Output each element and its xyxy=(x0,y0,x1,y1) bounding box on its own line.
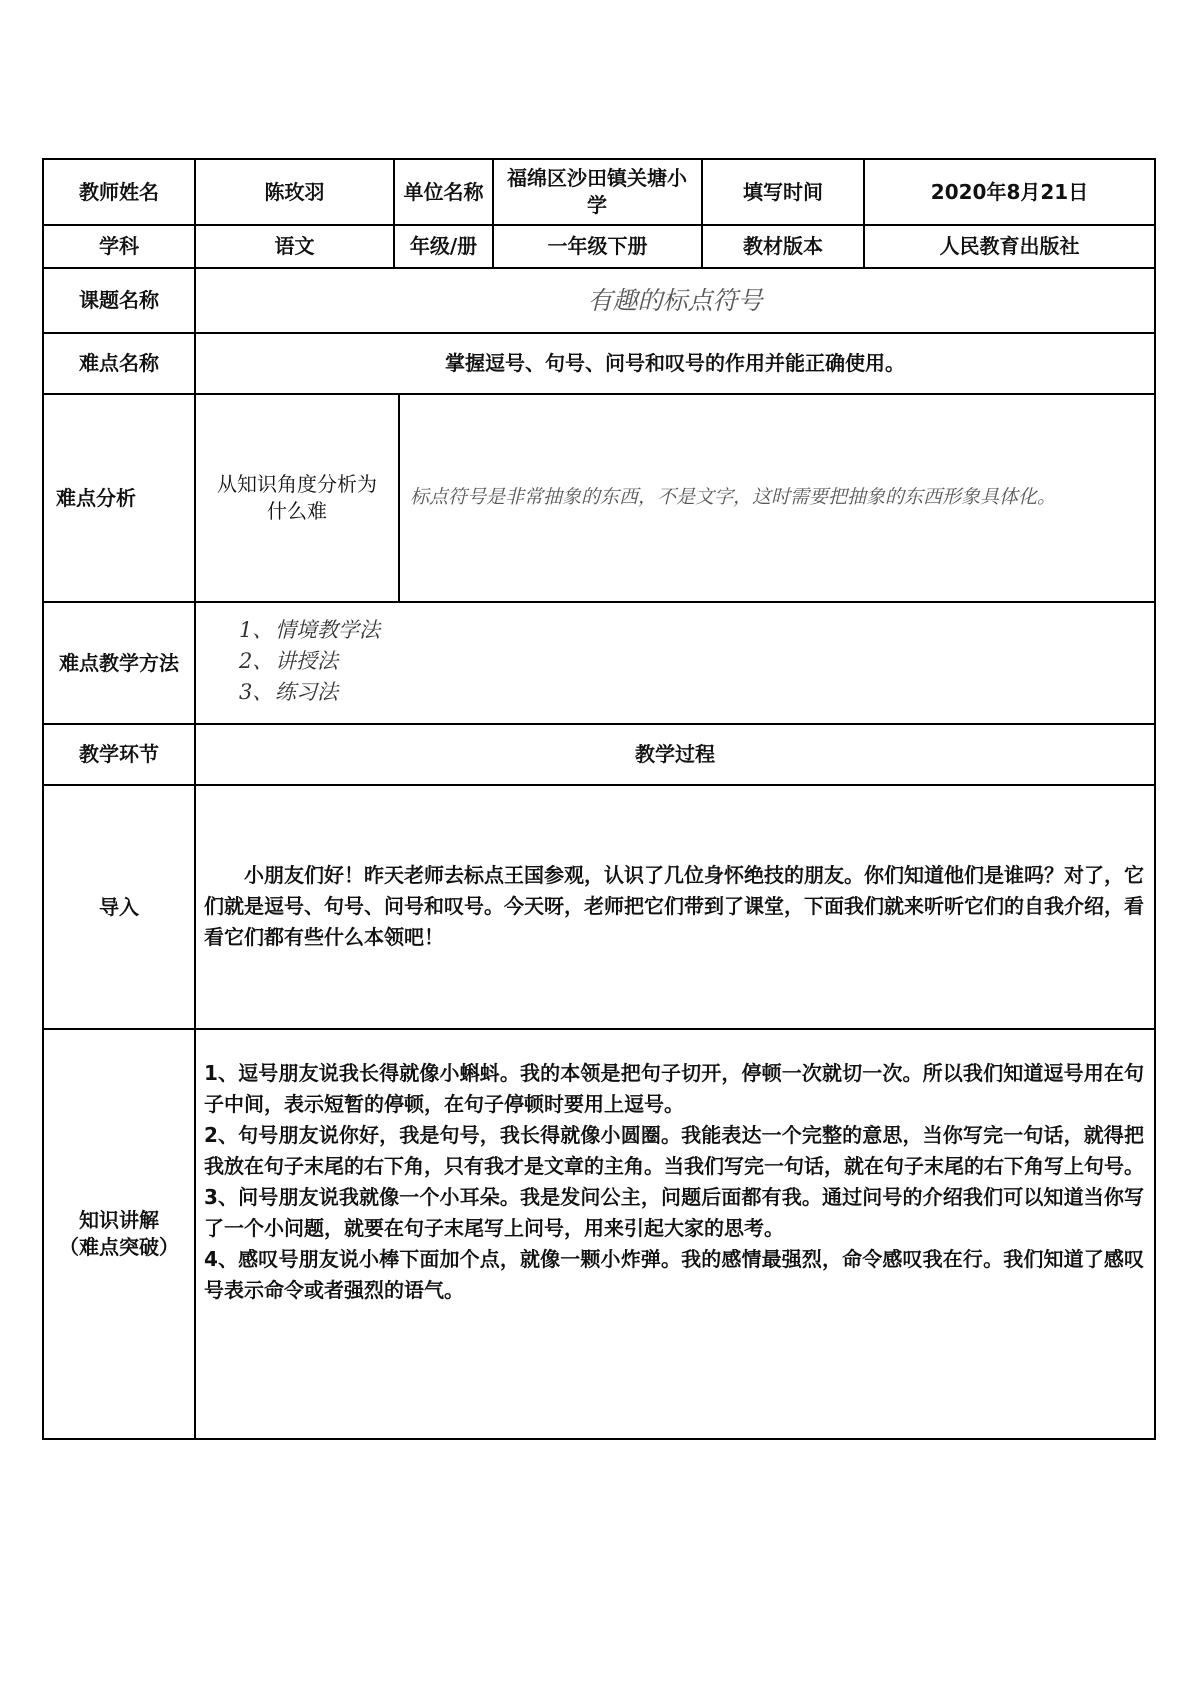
method-item: 2、讲授法 xyxy=(239,649,338,673)
knowledge-label-line2: （难点突破） xyxy=(59,1235,179,1259)
edition-value: 人民教育出版社 xyxy=(939,234,1080,258)
teacher-label: 教师姓名 xyxy=(79,179,159,204)
analysis-value: 标点符号是非常抽象的东西，不是文字，这时需要把抽象的东西形象具体化。 xyxy=(410,486,1057,509)
knowledge-label xyxy=(44,1030,194,1438)
subject-value: 语文 xyxy=(274,234,315,258)
grade-value: 一年级下册 xyxy=(547,234,648,258)
row-divider xyxy=(44,784,1154,786)
methods-list xyxy=(239,615,839,708)
process-header: 教学过程 xyxy=(635,742,715,766)
methods-label: 难点教学方法 xyxy=(59,650,179,675)
teacher-value: 陈玫羽 xyxy=(264,179,325,204)
knowledge-text xyxy=(204,1058,1144,1306)
lesson-plan-table xyxy=(42,158,1156,1440)
knowledge-item: 2、句号朋友说你好，我是句号，我长得就像小圆圈。我能表达一个完整的意思，当你写完一句话，就得把我放在句子末尾的右下角，只有我才是文章的主角。当我们写完一句话，就在句子末尾的右下角写上句号。 xyxy=(204,1123,1144,1178)
unit-value: 福绵区沙田镇关塘小学 xyxy=(507,166,687,217)
topic-label: 课题名称 xyxy=(79,288,159,312)
knowledge-item: 1、逗号朋友说我长得就像小蝌蚪。我的本领是把句子切开，停顿一次就切一次。所以我们知道逗号用在句子中间，表示短暂的停顿，在句子停顿时要用上逗号。 xyxy=(204,1061,1144,1116)
edition-label: 教材版本 xyxy=(743,234,823,258)
knowledge-item: 3、问号朋友说我就像一个小耳朵。我是发问公主，问题后面都有我。通过问号的介绍我们可以知道当你写了一个小问题，就要在句子末尾写上问号，用来引起大家的思考。 xyxy=(204,1185,1144,1240)
difficulty-value: 掌握逗号、句号、问号和叹号的作用并能正确使用。 xyxy=(445,351,905,375)
method-item: 3、练习法 xyxy=(239,680,338,704)
intro-text: 小朋友们好！昨天老师去标点王国参观，认识了几位身怀绝技的朋友。你们知道他们是谁吗？对了，它们就是逗号、句号、问号和叹号。今天呀，老师把它们带到了课堂，下面我们就来听听它们的自我介绍，看看它们都有些什么本领吧！ xyxy=(204,863,1144,949)
date-label: 填写时间 xyxy=(743,179,823,204)
analysis-sub-label: 从知识角度分析为什么难 xyxy=(217,472,377,523)
analysis-label: 难点分析 xyxy=(56,485,136,510)
difficulty-label: 难点名称 xyxy=(79,351,159,375)
unit-label: 单位名称 xyxy=(403,179,484,204)
method-item: 1、情境教学法 xyxy=(239,618,380,642)
topic-value: 有趣的标点符号 xyxy=(587,285,763,315)
subject-label: 学科 xyxy=(99,234,139,258)
date-value: 2020年8月21日 xyxy=(930,179,1089,204)
row-divider xyxy=(44,601,1154,603)
grade-label: 年级/册 xyxy=(409,234,478,258)
knowledge-label-line1: 知识讲解 xyxy=(79,1208,159,1232)
row-divider xyxy=(44,1028,1154,1030)
intro-label: 导入 xyxy=(99,894,139,919)
stage-header: 教学环节 xyxy=(79,742,159,766)
knowledge-item: 4、感叹号朋友说小棒下面加个点，就像一颗小炸弹。我的感情最强烈，命令感叹我在行。我们知道了感叹号表示命令或者强烈的语气。 xyxy=(204,1247,1144,1302)
